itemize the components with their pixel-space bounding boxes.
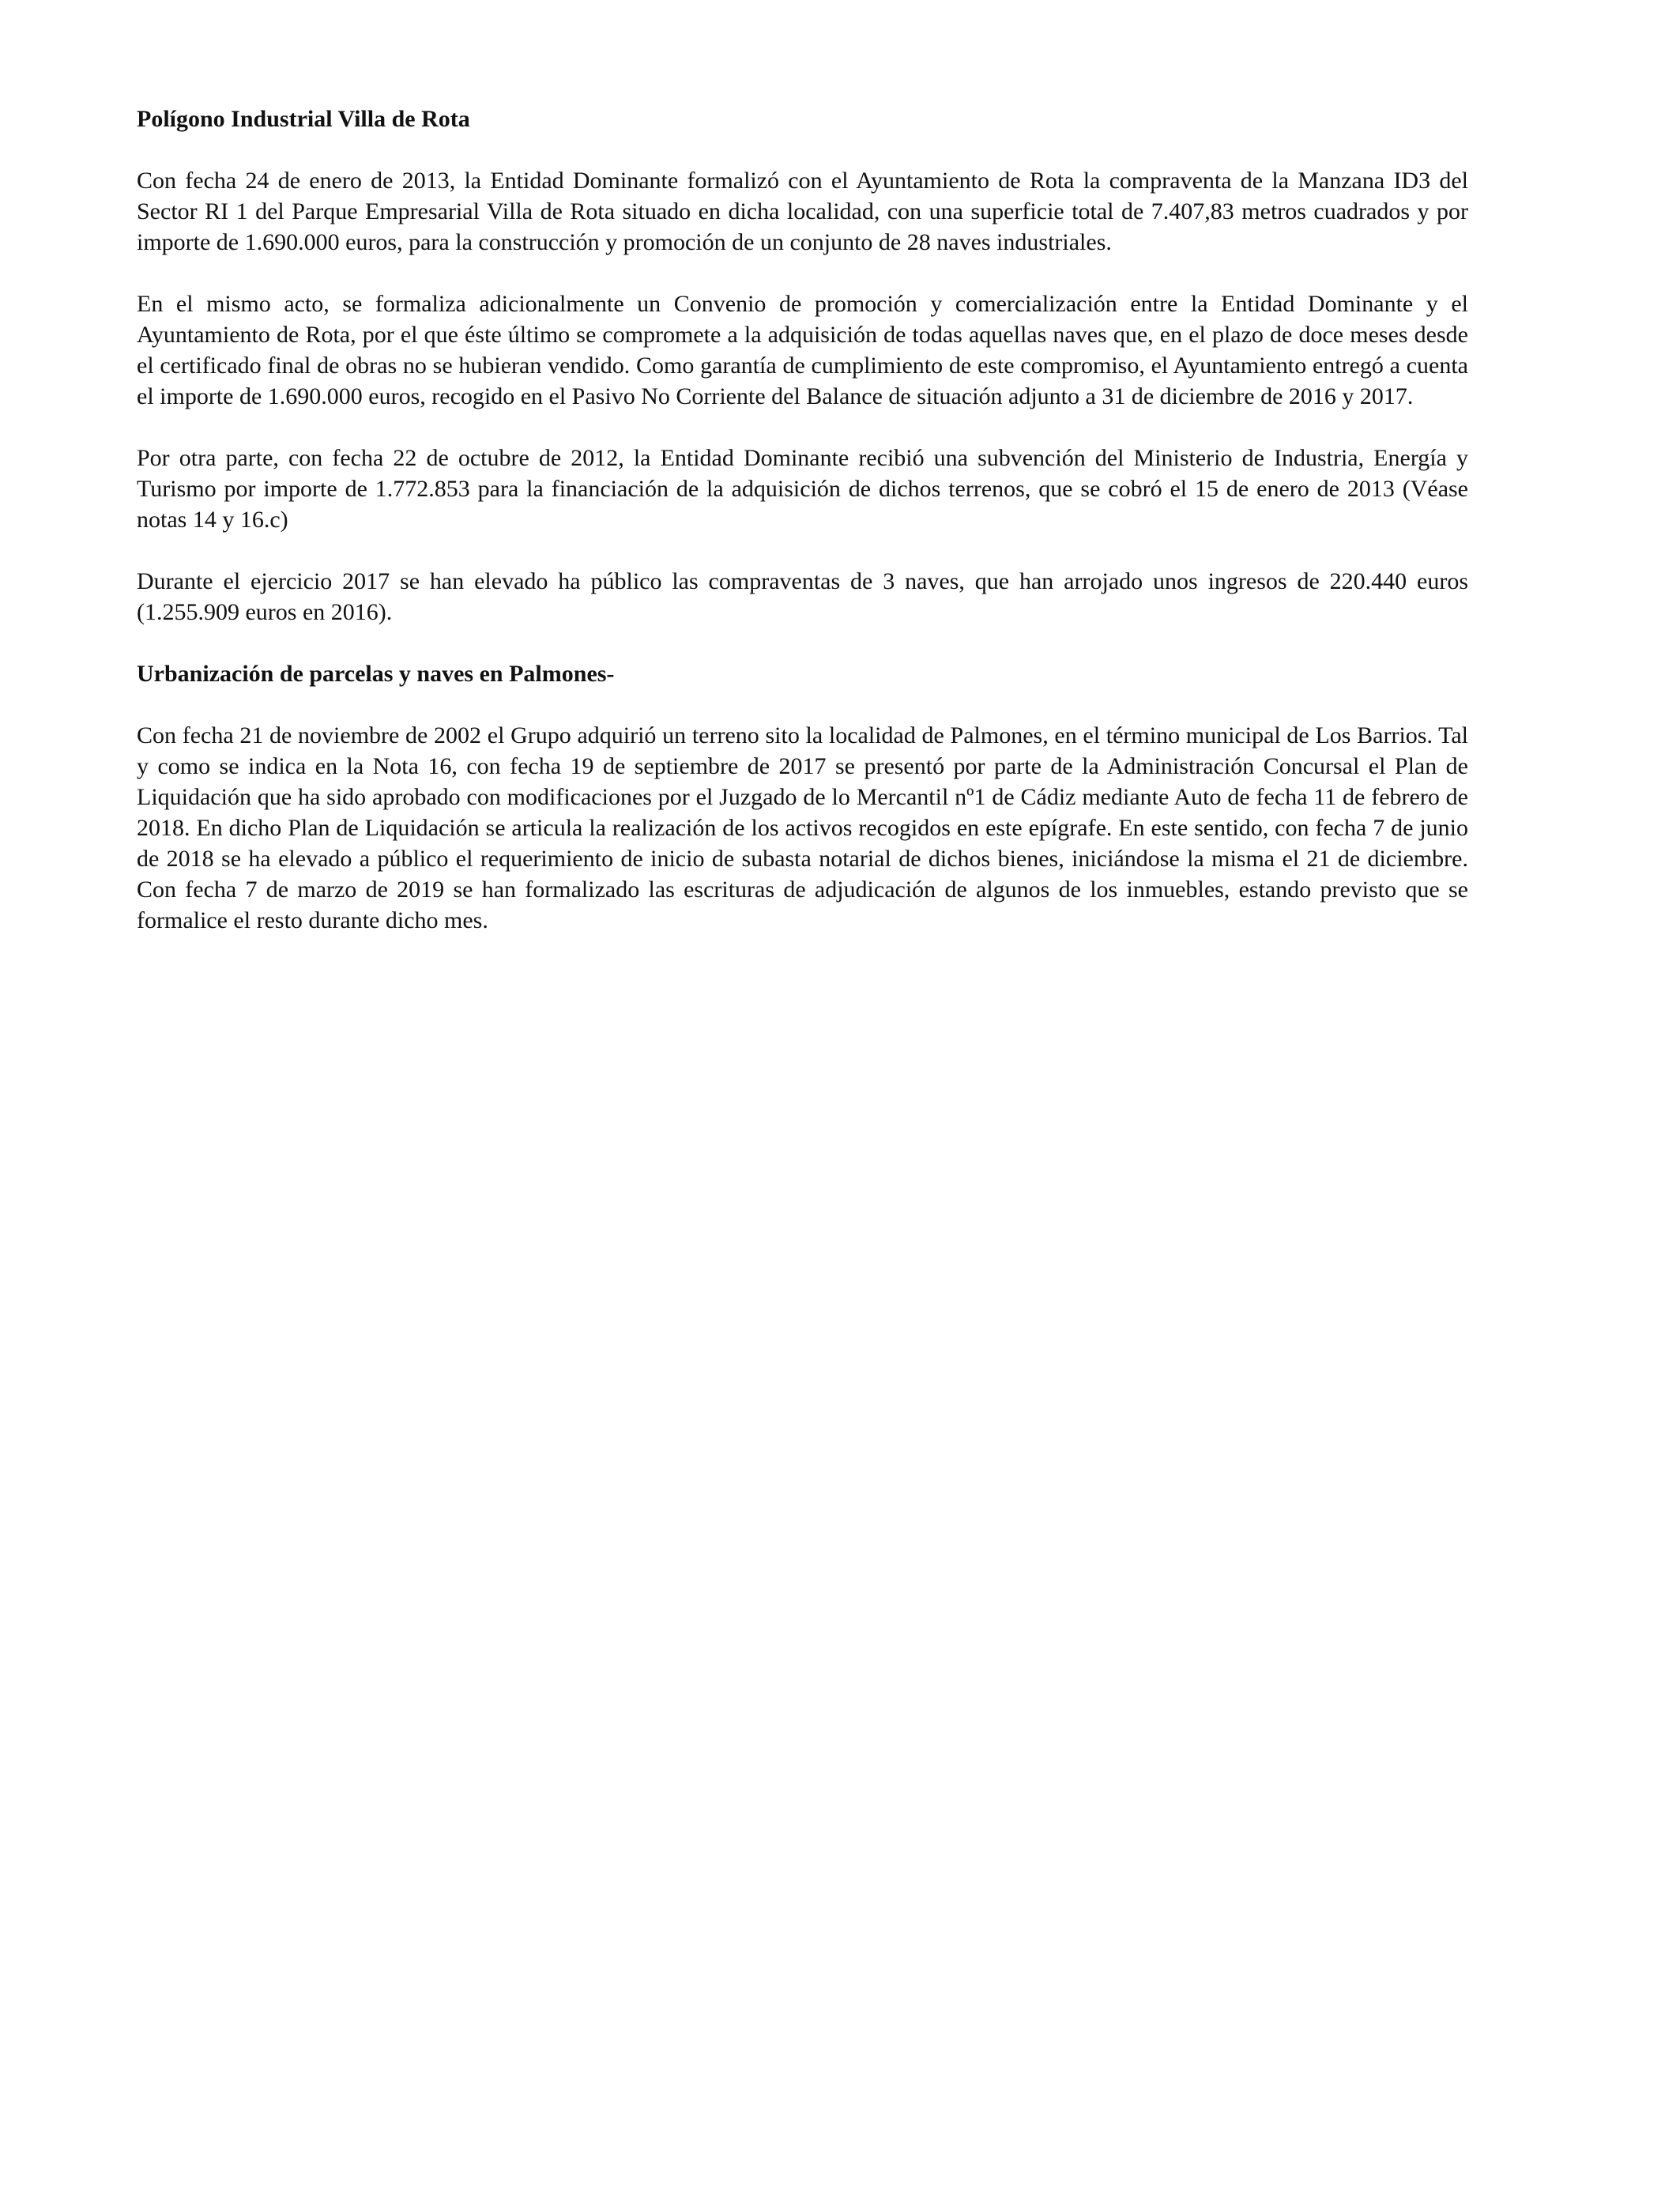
paragraph-compraventas-naves: Durante el ejercicio 2017 se han elevado ha público las compraventas de 3 naves, que han arrojado unos ingresos de 220.440 euros (1.255.909 euros en 2016). [137, 568, 1468, 625]
paragraph-convenio-promocion: En el mismo acto, se formaliza adicionalmente un Convenio de promoción y comercialización entre la Entidad Dominante y el Ayuntamiento de Rota, por el que éste último se compromete a la adquisición de todas aquellas naves que, en el plazo de doce meses desde el certificado final de obras no se hubieran vendido. Como garantía de cumplimiento de este compromiso, el Ayuntamiento entregó a cuenta el importe de 1.690.000 euros, recogido en el Pasivo No Corriente del Balance de situación adjunto a 31 de diciembre de 2016 y 2017. [137, 291, 1468, 409]
section-title-poligono-rota: Polígono Industrial Villa de Rota [137, 106, 470, 132]
section-title-palmones: Urbanización de parcelas y naves en Palmones- [137, 661, 615, 687]
paragraph-compraventa-manzana: Con fecha 24 de enero de 2013, la Entidad Dominante formalizó con el Ayuntamiento de Rota la compraventa de la Manzana ID3 del Sector RI 1 del Parque Empresarial Villa de Rota situado en dicha localidad, con una superficie total de 7.407,83 metros cuadrados y por importe de 1.690.000 euros, para la construcción y promoción de un conjunto de 28 naves industriales. [137, 168, 1468, 255]
paragraph-subvencion-ministerio: Por otra parte, con fecha 22 de octubre de 2012, la Entidad Dominante recibió una subvención del Ministerio de Industria, Energía y Turismo por importe de 1.772.853 para la financiación de la adquisición de dichos terrenos, que se cobró el 15 de enero de 2013 (Véase notas 14 y 16.c) [137, 445, 1468, 533]
paragraph-terreno-palmones: Con fecha 21 de noviembre de 2002 el Grupo adquirió un terreno sito la localidad de Palmones, en el término municipal de Los Barrios. Tal y como se indica en la Nota 16, con fecha 19 de septiembre de 2017 se presentó por parte de la Administración Concursal el Plan de Liquidación que ha sido aprobado con modificaciones por el Juzgado de lo Mercantil nº1 de Cádiz mediante Auto de fecha 11 de febrero de 2018. En dicho Plan de Liquidación se articula la realización de los activos recogidos en este epígrafe. En este sentido, con fecha 7 de junio de 2018 se ha elevado a público el requerimiento de inicio de subasta notarial de dichos bienes, iniciándose la misma el 21 de diciembre. Con fecha 7 de marzo de 2019 se han formalizado las escrituras de adjudicación de algunos de los inmuebles, estando previsto que se formalice el resto durante dicho mes. [137, 722, 1468, 933]
document-body [137, 104, 1468, 967]
